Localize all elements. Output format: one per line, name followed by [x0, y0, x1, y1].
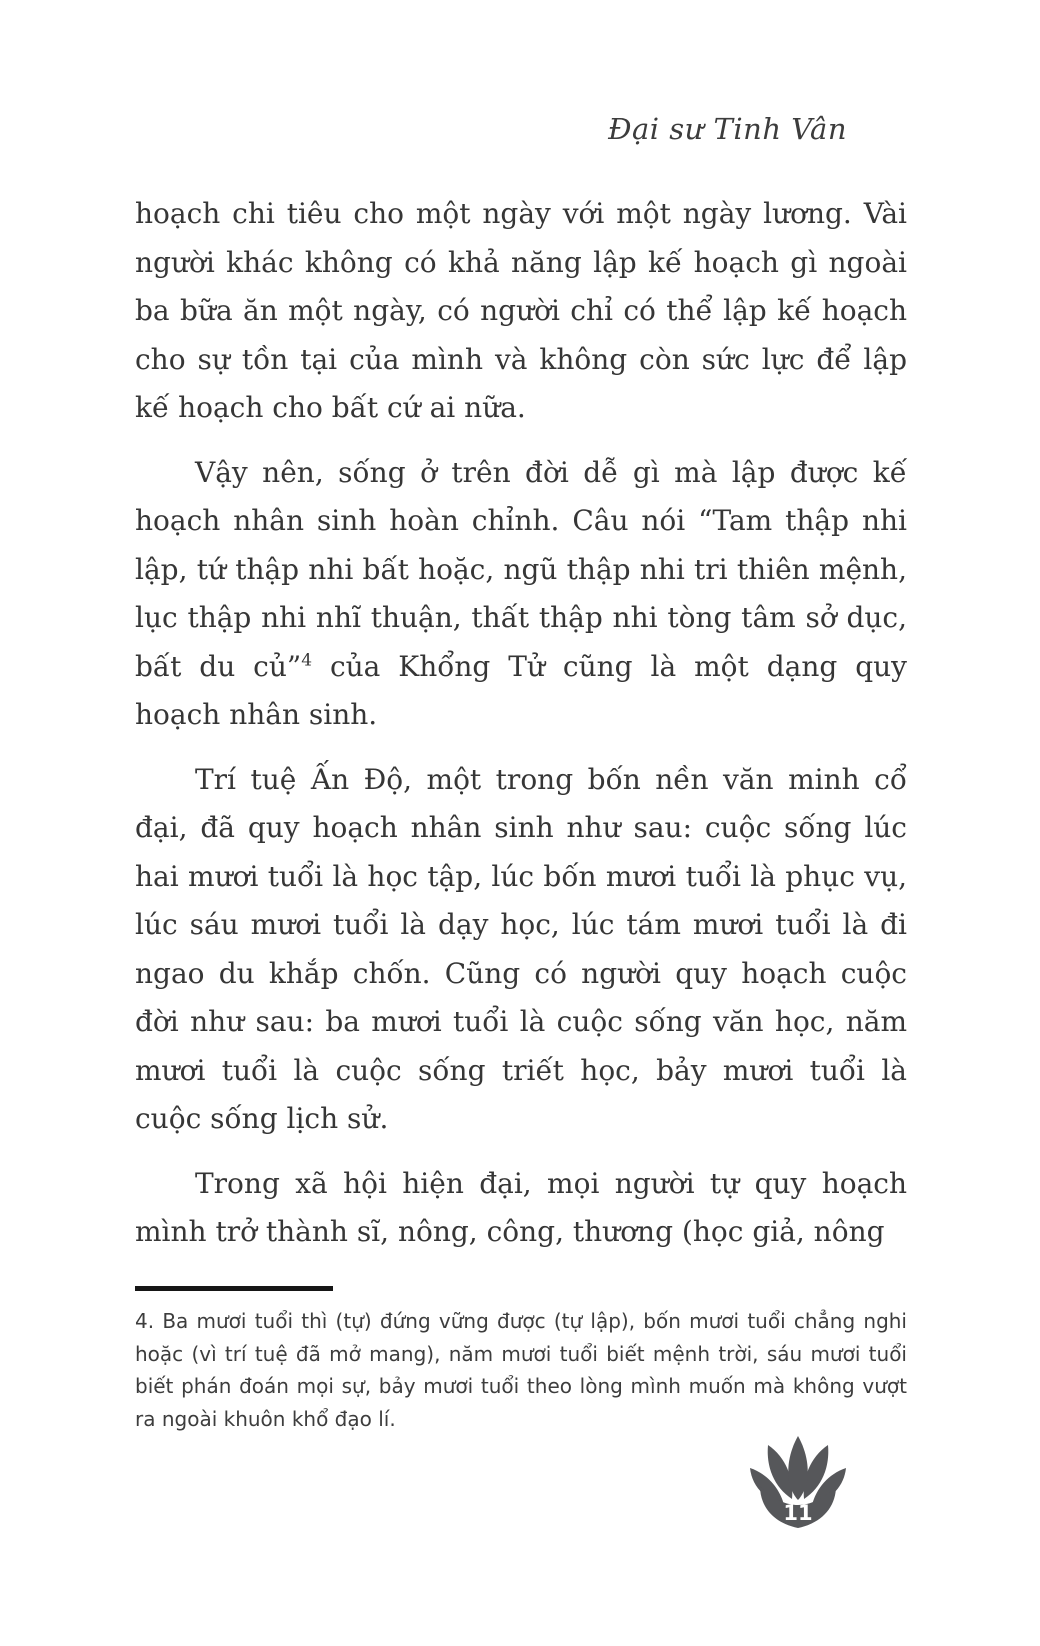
footnote-divider: [135, 1286, 333, 1291]
body-paragraph: [135, 449, 907, 740]
paragraph-text: của Khổng Tử cũng là một dạng quy hoạch nhân sinh.: [135, 649, 907, 731]
paragraph-text: Vậy nên, sống ở trên đời dễ gì mà lập được kế hoạch nhân sinh hoàn chỉnh. Câu nói “Tam thập nhi lập, tứ thập nhi bất hoặc, ngũ thập nhi tri thiên mệnh, lục thập nhi nhĩ thuận, thất thập nhi tòng tâm sở dục, bất du củ”: [135, 455, 907, 683]
body-paragraph: Trí tuệ Ấn Độ, một trong bốn nền văn minh cổ đại, đã quy hoạch nhân sinh như sau: cuộc sống lúc hai mươi tuổi là học tập, lúc bốn mươi tuổi là phục vụ, lúc sáu mươi tuổi là dạy học, lúc tám mươi tuổi là đi ngao du khắp chốn. Cũng có người quy hoạch cuộc đời như sau: ba mươi tuổi là cuộc sống văn học, năm mươi tuổi là cuộc sống triết học, bảy mươi tuổi là cuộc sống lịch sử.: [135, 762, 907, 1135]
running-header: Đại sư Tinh Vân: [608, 112, 847, 146]
page-number: 11: [783, 1501, 813, 1525]
footnote-section: [135, 1286, 907, 1435]
page-number-lotus: [748, 1436, 848, 1530]
body-paragraph: Trong xã hội hiện đại, mọi người tự quy hoạch mình trở thành sĩ, nông, công, thương (học giả, nông: [135, 1166, 907, 1248]
footnote-text: 4. Ba mươi tuổi thì (tự) đứng vững được (tự lập), bốn mươi tuổi chẳng nghi hoặc (vì trí tuệ đã mở mang), năm mươi tuổi biết mệnh trời, sáu mươi tuổi biết phán đoán mọi sự, bảy mươi tuổi theo lòng mình muốn mà không vượt ra ngoài khuôn khổ đạo lí.: [135, 1309, 907, 1431]
body-paragraph: hoạch chi tiêu cho một ngày với một ngày lương. Vài người khác không có khả năng lập kế hoạch gì ngoài ba bữa ăn một ngày, có người chỉ có thể lập kế hoạch cho sự tồn tại của mình và không còn sức lực để lập kế hoạch cho bất cứ ai nữa.: [135, 197, 907, 424]
page-body: [135, 190, 907, 1273]
footnote-reference: 4: [301, 650, 313, 671]
lotus-icon: [748, 1436, 848, 1530]
